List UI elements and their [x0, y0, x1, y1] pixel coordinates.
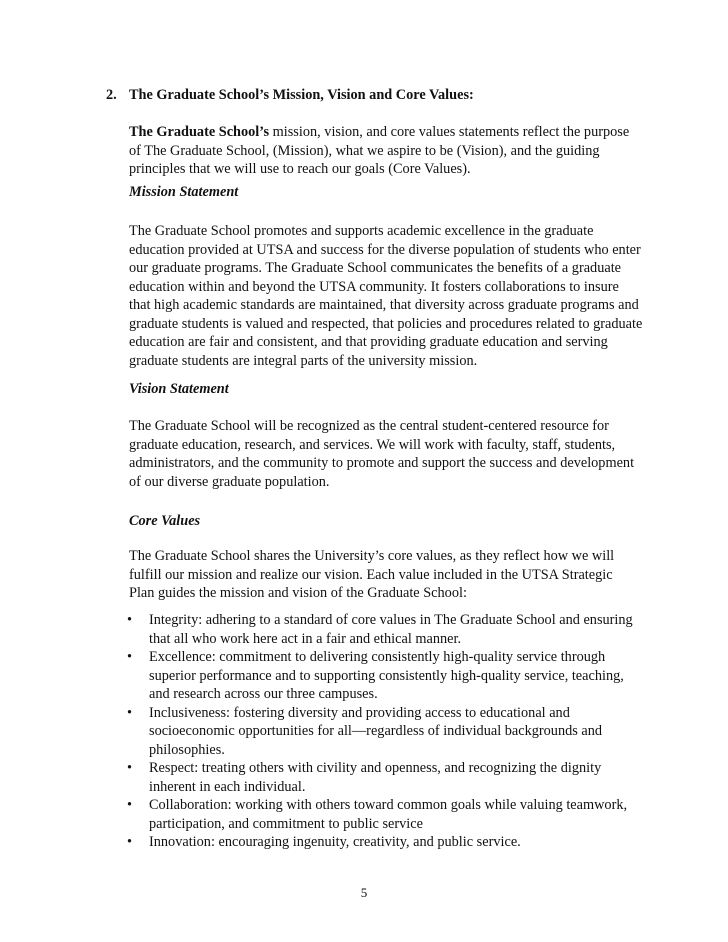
list-item-line: Excellence: commitment to delivering consistently high-quality service through [149, 649, 606, 665]
core-values-heading [129, 512, 649, 531]
intro-line: of The Graduate School, (Mission), what we aspire to be (Vision), and the guiding [129, 142, 600, 159]
mission-heading [129, 183, 649, 202]
bullet-icon: • [127, 612, 133, 628]
intro-paragraph [129, 123, 649, 179]
list-item-line: Respect: treating others with civility and openness, and recognizing the dignity [149, 760, 602, 776]
bullet-icon: • [127, 797, 133, 813]
list-item-line: participation, and commitment to public service [149, 815, 423, 832]
list-item-line: inherent in each individual. [149, 778, 306, 795]
vision-heading [129, 380, 649, 399]
bullet-icon: • [127, 649, 133, 665]
core-values-line: fulfill our mission and realize our vision. Each value included in the UTSA Strategic [129, 566, 613, 583]
intro-line [129, 123, 649, 142]
core-values-paragraph [129, 547, 649, 603]
mission-line: that high academic standards are maintained, that diversity across graduate programs and [129, 297, 639, 313]
vision-line: The Graduate School will be recognized as the central student-centered resource for [129, 418, 609, 434]
vision-line: graduate education, research, and services. We will work with faculty, staff, students, [129, 436, 616, 453]
list-item [124, 759, 654, 796]
bullet-icon: • [127, 834, 133, 850]
mission-line: The Graduate School promotes and supports academic excellence in the graduate [129, 223, 594, 239]
list-item [124, 796, 654, 833]
list-item-line: Inclusiveness: fostering diversity and providing access to educational and [149, 704, 570, 721]
list-item [124, 833, 654, 852]
intro-line: principles that we will use to reach our goals (Core Values). [129, 161, 471, 177]
mission-line: education provided at UTSA and success for the diverse population of students who enter [129, 241, 641, 258]
core-values-line: Plan guides the mission and vision of the Graduate School: [129, 585, 467, 601]
list-item [124, 648, 654, 704]
bullet-icon: • [127, 760, 133, 776]
section-title: The Graduate School’s Mission, Vision and Core Values: [129, 87, 474, 103]
mission-line: graduate students are integral parts of the university mission. [129, 352, 478, 369]
mission-line: education are fair and consistent, and that providing graduate education and serving [129, 334, 608, 350]
mission-line: our graduate programs. The Graduate School communicates the benefits of a graduate [129, 260, 622, 276]
list-item [124, 704, 654, 760]
list-item [124, 611, 654, 648]
section-heading [106, 86, 474, 105]
bullet-icon: • [127, 704, 133, 721]
vision-title: Vision Statement [129, 381, 229, 397]
mission-line: graduate students is valued and respected, that policies and procedures related to graduate [129, 315, 643, 332]
vision-line: administrators, and the community to promote and support the success and development [129, 455, 635, 471]
section-number: 2. [106, 87, 117, 103]
list-item-line: Innovation: encouraging ingenuity, creativity, and public service. [149, 834, 521, 850]
mission-line: education within and beyond the UTSA community. It fosters collaborations to insure [129, 278, 619, 295]
vision-paragraph [129, 417, 649, 491]
list-item-line: and research across our three campuses. [149, 686, 378, 702]
list-item-line: Integrity: adhering to a standard of core values in The Graduate School and ensuring [149, 612, 633, 628]
list-item-line: superior performance and to supporting consistently high-quality service, teaching, [149, 667, 624, 684]
core-values-list [124, 611, 654, 852]
core-values-title: Core Values [129, 513, 201, 529]
page-number: 5 [360, 885, 368, 900]
list-item-line: Collaboration: working with others toward common goals while valuing teamwork, [149, 797, 628, 813]
mission-title: Mission Statement [129, 184, 239, 200]
list-item-line: that all who work here act in a fair and ethical manner. [149, 630, 462, 647]
list-item-line: philosophies. [149, 741, 225, 758]
intro-line-text: mission, vision, and core values statements reflect the purpose [269, 124, 630, 140]
intro-lead: The Graduate School’s [129, 124, 270, 140]
mission-paragraph [129, 222, 649, 370]
list-item-line: socioeconomic opportunities for all—regardless of individual backgrounds and [149, 723, 603, 739]
core-values-line: The Graduate School shares the University’s core values, as they reflect how we will [129, 548, 615, 564]
vision-line: of our diverse graduate population. [129, 473, 330, 490]
